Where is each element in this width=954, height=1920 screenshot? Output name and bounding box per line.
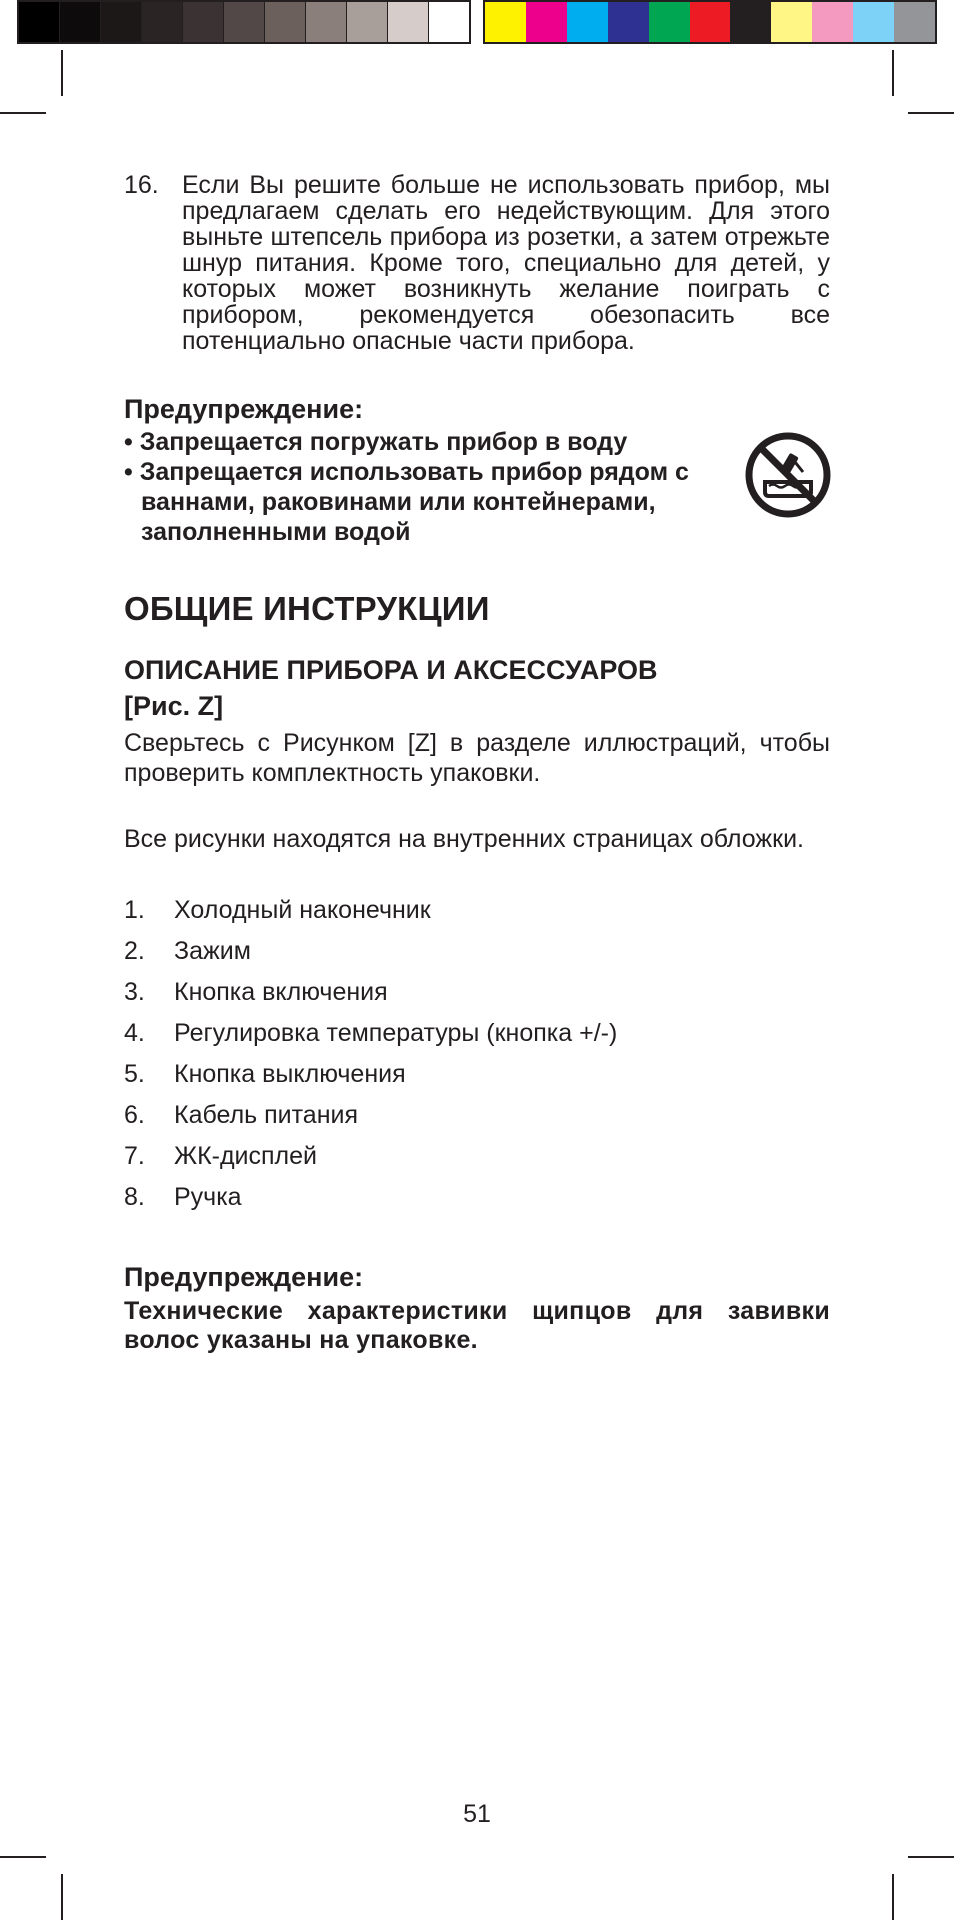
warning-title: Предупреждение: [124,1262,364,1292]
color-swatch [224,2,265,42]
crop-mark [61,1874,63,1920]
list-number: 4. [124,1019,145,1047]
list-text: Зажим [174,937,251,965]
color-swatch [485,2,526,42]
color-swatch [649,2,690,42]
color-swatch [690,2,731,42]
list-text: Регулировка температуры (кнопка +/-) [174,1019,618,1047]
color-swatch [101,2,142,42]
list-text: Кнопка выключения [174,1060,406,1088]
list-number: 5. [124,1060,145,1088]
color-swatch [347,2,388,42]
warning-title: Предупреждение: [124,394,364,424]
color-calibration-bar [483,0,937,44]
color-swatch [526,2,567,42]
list-number: 3. [124,978,145,1006]
figures-note-paragraph: Все рисунки находятся на внутренних страницах обложки. [124,825,804,853]
crop-mark [892,50,894,96]
list-text: Кнопка включения [174,978,388,1006]
color-swatch [183,2,224,42]
no-water-bath-icon [745,432,831,518]
item-text: Если Вы решите больше не использовать прибор, мы предлагаем сделать его недействующим. Для этого выньте штепсель прибора из розетки, а затем отрежьте шнур питания. Кроме того, специально для детей, у которых может возникнуть желание поиграть с прибором, рекомендуется обезопасить все потенциально опасные части прибора. [182,171,830,355]
list-number: 1. [124,896,145,924]
color-swatch [812,2,853,42]
color-swatch [306,2,347,42]
crop-mark [0,112,46,114]
color-swatch [771,2,812,42]
color-swatch [429,2,469,42]
color-swatch [608,2,649,42]
grayscale-calibration-bar [17,0,471,44]
section-title: ОБЩИЕ ИНСТРУКЦИИ [124,590,490,627]
list-text: Ручка [174,1183,242,1211]
safety-item-16 [124,172,830,354]
warning-text: Технические характеристики щипцов для завивки волос указаны на упаковке. [124,1297,830,1354]
color-swatch [853,2,894,42]
crop-mark [892,1874,894,1920]
color-swatch [388,2,429,42]
list-text: Кабель питания [174,1101,359,1129]
crop-mark [0,1856,46,1858]
crop-mark [908,1856,954,1858]
color-swatch [19,2,60,42]
list-number: 2. [124,937,145,965]
warning-block [124,394,830,547]
intro-paragraph: Сверьтесь с Рисунком [Z] в разделе иллюстраций, чтобы проверить комплектность упаковки. [124,729,830,787]
color-swatch [265,2,306,42]
section-subtitle [124,652,830,724]
subtitle-figure-ref: [Рис. Z] [124,691,224,721]
subtitle-line: ОПИСАНИЕ ПРИБОРА И АКСЕССУАРОВ [124,655,658,685]
list-text: ЖК-дисплей [174,1142,318,1170]
warning-block [124,1262,830,1355]
warning-bullet: • Запрещается погружать прибор в воду [124,428,628,456]
color-swatch [730,2,771,42]
color-swatch [60,2,101,42]
color-swatch [142,2,183,42]
color-swatch [567,2,608,42]
list-text: Холодный наконечник [174,896,431,924]
color-swatch [894,2,935,42]
list-number: 6. [124,1101,145,1129]
page-number: 51 [463,1800,491,1828]
list-number: 7. [124,1142,145,1170]
warning-bullet: • Запрещается использовать прибор рядом с ваннами, раковинами или контейнерами, заполненными водой [124,458,689,546]
item-number: 16. [124,171,159,199]
crop-mark [908,112,954,114]
crop-mark [61,50,63,96]
list-number: 8. [124,1183,145,1211]
